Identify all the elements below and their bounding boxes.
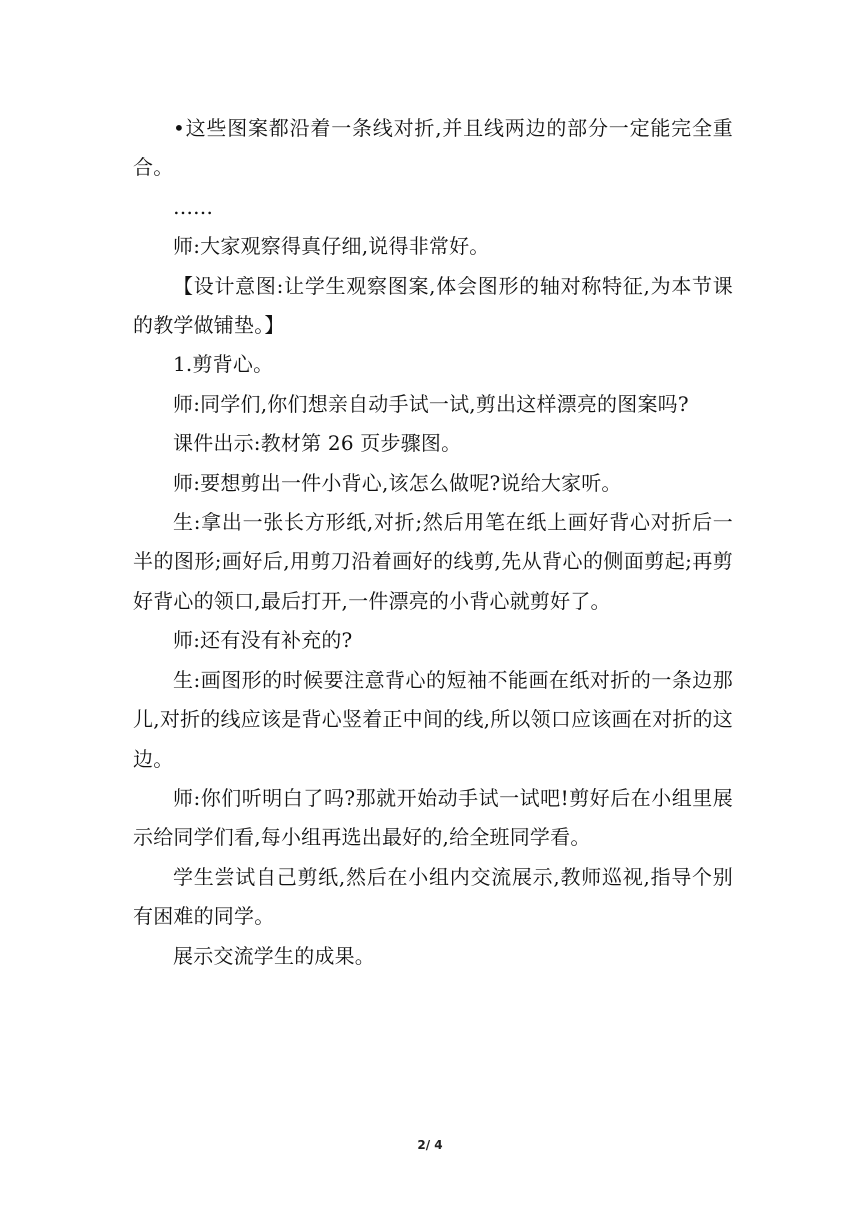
paragraph-student-steps: 生:拿出一张长方形纸,对折;然后用笔在纸上画好背心对折后一半的图形;画好后,用剪刀沿着画好的线剪,先从背心的侧面剪起;再剪好背心的领口,最后打开,一件漂亮的小背心就剪好了。: [133, 510, 733, 613]
paragraph-student-note: 生:画图形的时候要注意背心的短袖不能画在纸对折的一条边那儿,对折的线应该是背心竖着正中间的线,所以领口应该画在对折的这边。: [133, 667, 733, 771]
paragraph-teacher-praise: 师:大家观察得真仔细,说得非常好。: [173, 234, 490, 259]
paragraph-design-intent: 【设计意图:让学生观察图案,体会图形的轴对称特征,为本节课的教学做铺垫。】: [133, 273, 733, 338]
paragraph-section-heading: 1.剪背心。: [173, 352, 274, 377]
paragraph-teacher-try: 师:你们听明白了吗?那就开始动手试一试吧!剪好后在小组里展示给同学们看,每小组再选出最好的,给全班同学看。: [133, 785, 733, 850]
paragraph-teacher-supplement: 师:还有没有补充的?: [173, 628, 353, 653]
paragraph-showcase: 展示交流学生的成果。: [173, 943, 375, 968]
paragraph-bullet-symmetry: •这些图案都沿着一条线对折,并且线两边的部分一定能完全重合。: [133, 116, 733, 180]
paragraph-ellipsis: ……: [173, 194, 213, 219]
paragraph-courseware: 课件出示:教材第 26 页步骤图。: [173, 431, 462, 456]
paragraph-teacher-question: 师:同学们,你们想亲自动手试一试,剪出这样漂亮的图案吗?: [173, 391, 689, 416]
document-body: [133, 109, 733, 976]
paragraph-teacher-how: 师:要想剪出一件小背心,该怎么做呢?说给大家听。: [173, 470, 622, 495]
page-number: 2/ 4: [417, 1138, 443, 1152]
paragraph-student-activity: 学生尝试自己剪纸,然后在小组内交流展示,教师巡视,指导个别有困难的同学。: [133, 864, 733, 929]
